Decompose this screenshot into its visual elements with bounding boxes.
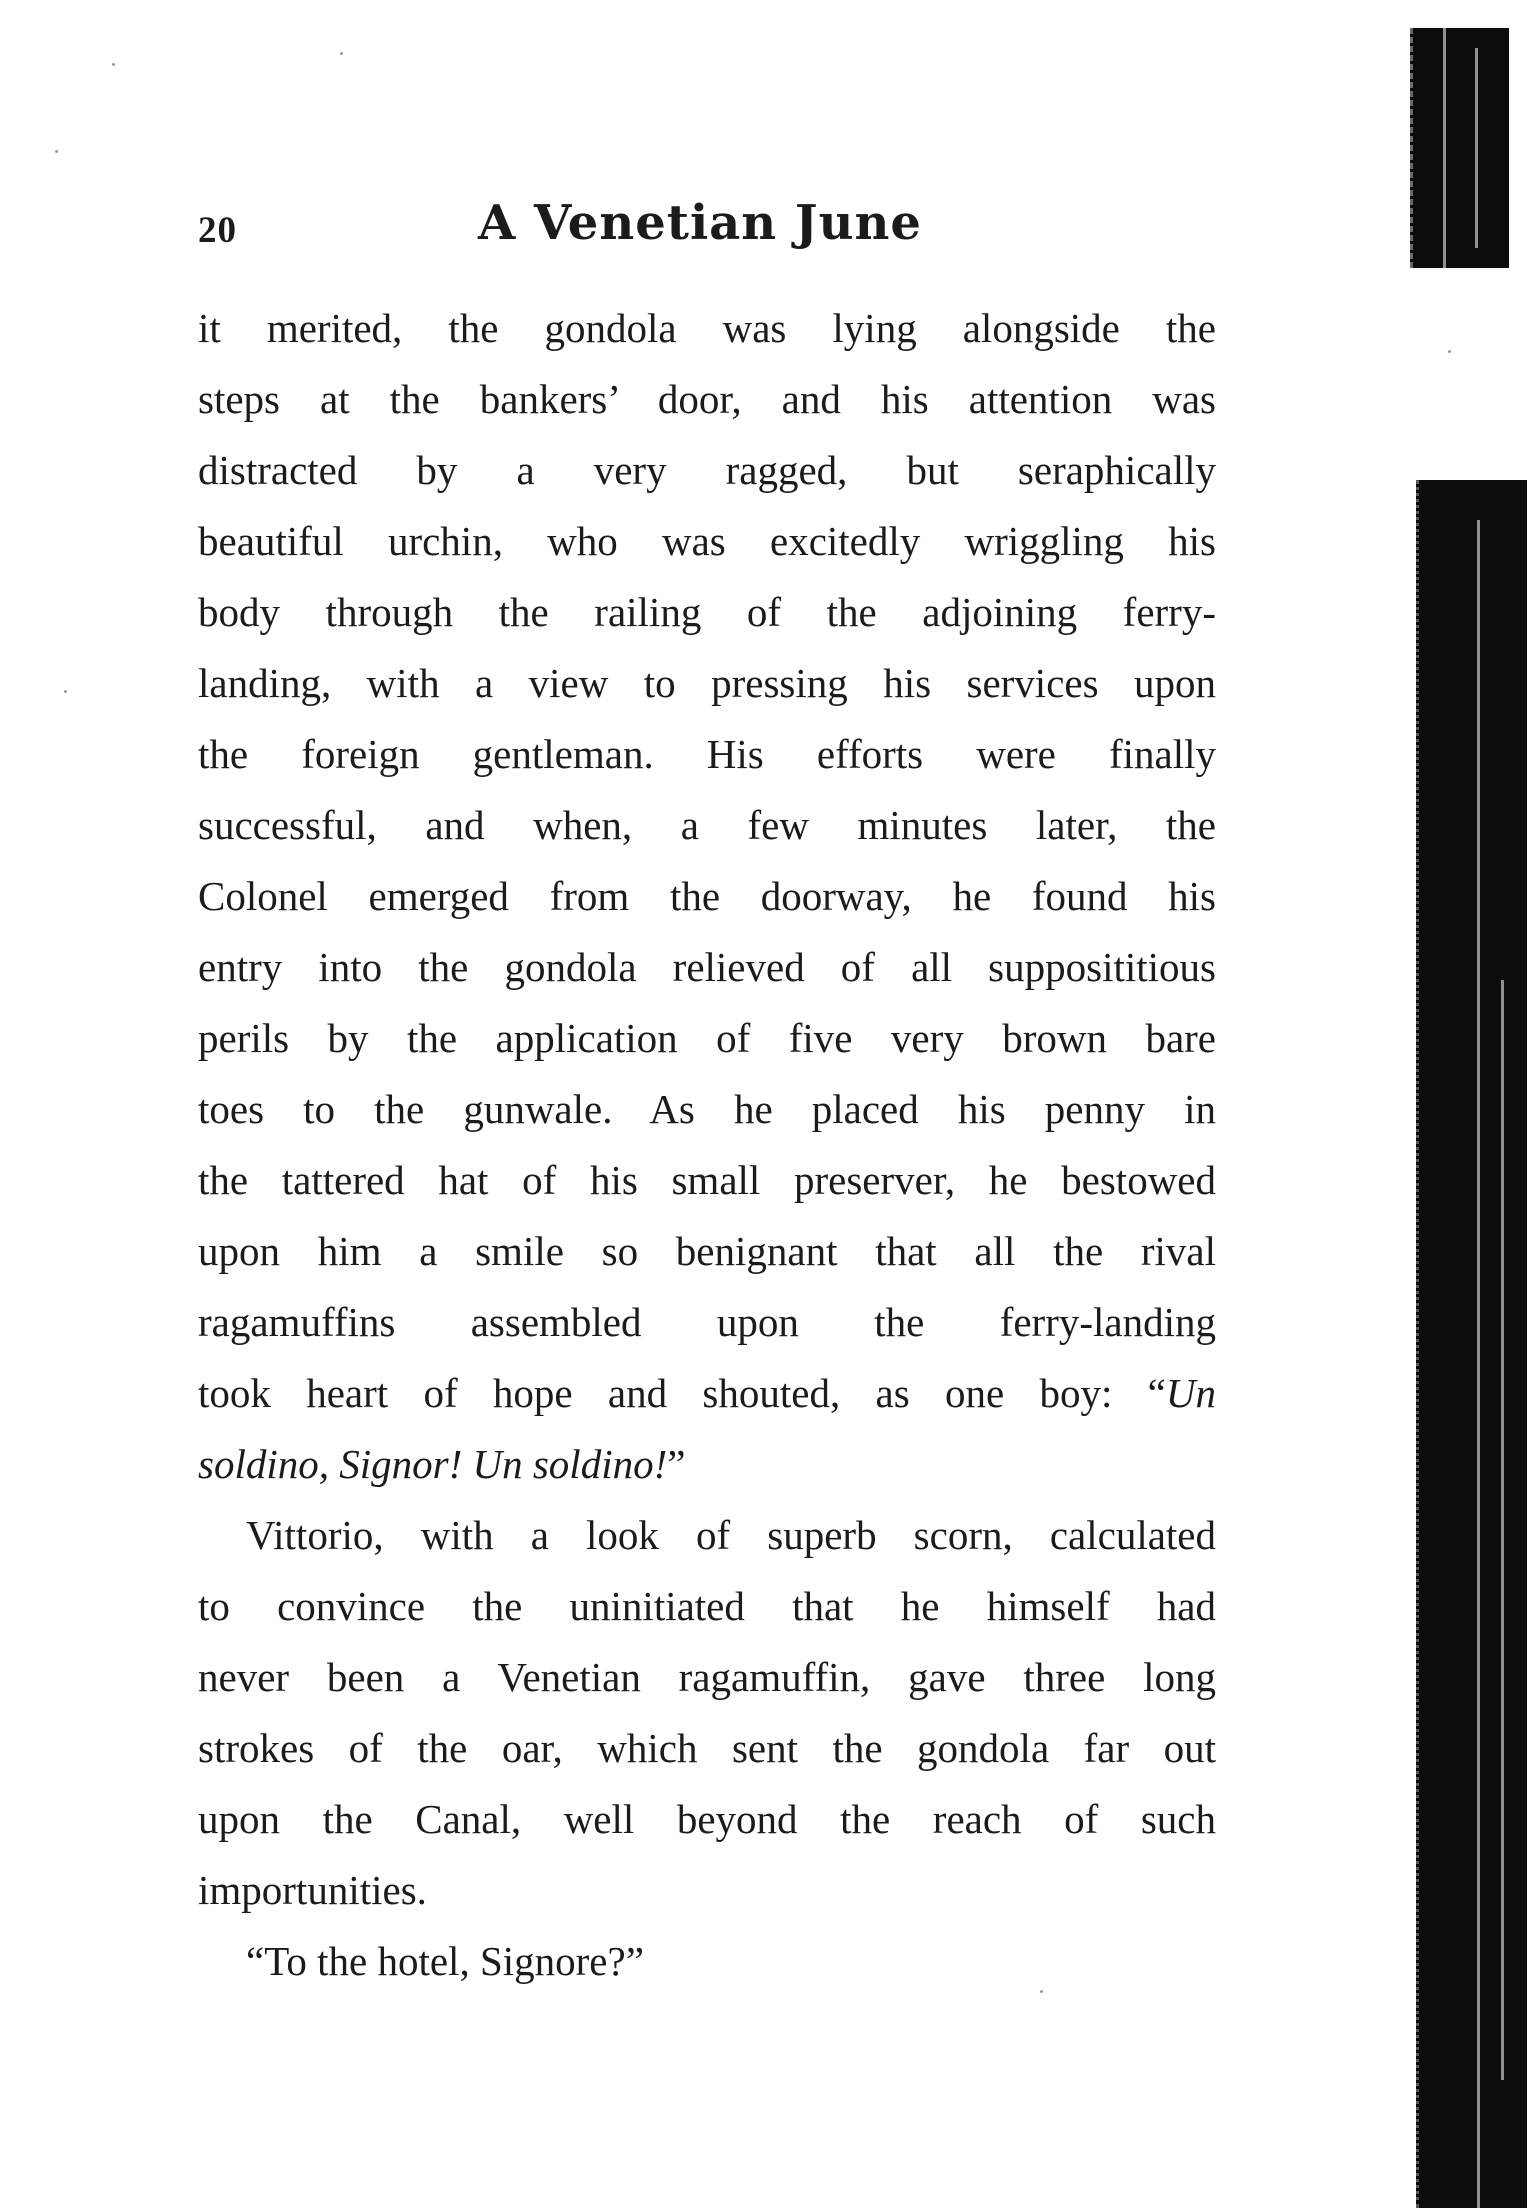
page-number: 20 [198,210,237,251]
scan-speck [64,690,67,693]
scan-speck [340,52,343,55]
text-span: ” [667,1441,686,1487]
scan-streak [1501,980,1504,2080]
text-line: entry into the gondola relieved of all supposititious [198,944,1216,990]
text-line: never been a Venetian ragamuffin, gave three long [198,1654,1216,1700]
text-line: the tattered hat of his small preserver, he bestowed [198,1157,1216,1203]
text-line: ragamuffins assembled upon the ferry-landing [198,1299,1216,1345]
scan-streak [1475,48,1478,248]
text-line: Vittorio, with a look of superb scorn, calculated [246,1512,1216,1558]
scan-binding-edge [1416,480,1527,2208]
text-span: took heart of hope and shouted, as one boy: “ [198,1370,1166,1416]
text-line: importunities. [198,1867,427,1913]
scan-speck [55,150,58,153]
text-line: strokes of the oar, which sent the gondola far out [198,1725,1216,1771]
text-line: body through the railing of the adjoining ferry- [198,589,1216,635]
scan-speck [1040,1990,1043,1993]
scan-streak [1477,520,1480,2208]
italic-span: Un [1165,1370,1216,1416]
text-line: beautiful urchin, who was excitedly wriggling his [198,518,1216,564]
text-line-mixed [198,1358,1216,1429]
text-line: distracted by a very ragged, but seraphically [198,447,1216,493]
text-line: upon him a smile so benignant that all the rival [198,1228,1216,1274]
scan-speck [112,63,115,66]
text-line: landing, with a view to pressing his services upon [198,660,1216,706]
text-line: to convince the uninitiated that he himself had [198,1583,1216,1629]
text-line: steps at the bankers’ door, and his attention was [198,376,1216,422]
scan-binding-edge-top [1410,28,1509,268]
italic-span: soldino, Signor! Un soldino! [198,1441,668,1487]
text-line: successful, and when, a few minutes later, the [198,802,1216,848]
body-text [198,293,1216,1997]
page-header [198,195,1216,265]
running-title: A Venetian June [478,195,922,251]
text-line: toes to the gunwale. As he placed his penny in [198,1086,1216,1132]
scan-streak [1443,28,1446,268]
text-line: the foreign gentleman. His efforts were finally [198,731,1216,777]
text-line: “To the hotel, Signore?” [246,1938,644,1984]
text-line: it merited, the gondola was lying alongside the [198,305,1216,351]
scan-speck [1448,350,1451,353]
text-line: upon the Canal, well beyond the reach of such [198,1796,1216,1842]
text-line: perils by the application of five very brown bare [198,1015,1216,1061]
text-line: Colonel emerged from the doorway, he found his [198,873,1216,919]
text-line-italic [198,1429,1216,1500]
